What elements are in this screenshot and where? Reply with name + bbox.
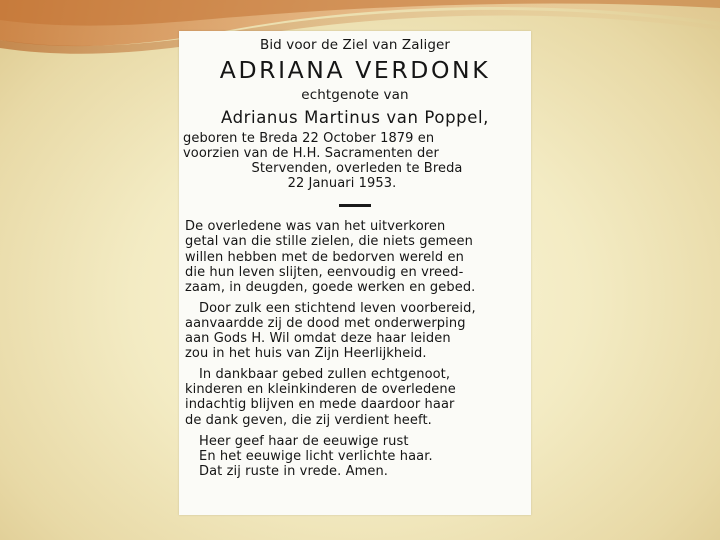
biography bbox=[179, 131, 531, 191]
bio-line: geboren te Breda 22 October 1879 en bbox=[183, 131, 435, 146]
paragraph-1 bbox=[179, 219, 531, 294]
paragraph-line: getal van die stille zielen, die niets gemeen bbox=[185, 234, 473, 250]
spouse-intro: echtgenote van bbox=[301, 87, 409, 103]
paragraph-line: zaam, in deugden, goede werken en gebed. bbox=[185, 279, 476, 295]
paragraph-line: zou in het huis van Zijn Heerlijkheid. bbox=[185, 346, 427, 362]
paragraph-line: de dank geven, die zij verdient heeft. bbox=[185, 412, 432, 428]
bio-line: voorzien van de H.H. Sacramenten der bbox=[183, 146, 439, 162]
divider bbox=[339, 204, 371, 207]
card-header: Bid voor de Ziel van Zaliger bbox=[259, 37, 451, 53]
closing-prayer bbox=[179, 434, 531, 479]
paragraph-line: aanvaardde zij de dood met onderwerping bbox=[185, 315, 466, 331]
spouse-name: Adrianus Martinus van Poppel, bbox=[220, 108, 489, 127]
prayer-line: En het eeuwige licht verlichte haar. bbox=[199, 448, 433, 464]
paragraph-3 bbox=[179, 367, 531, 427]
paragraph-2 bbox=[179, 301, 531, 361]
prayer-line: Dat zij ruste in vrede. Amen. bbox=[199, 463, 389, 479]
paragraph-line: die hun leven slijten, eenvoudig en vreed- bbox=[185, 264, 464, 280]
paragraph-line: In dankbaar gebed zullen echtgenoot, bbox=[199, 367, 451, 383]
deceased-name: ADRIANA VERDONK bbox=[219, 56, 491, 84]
paragraph-line: aan Gods H. Wil omdat deze haar leiden bbox=[185, 331, 451, 347]
paragraph-line: Door zulk een stichtend leven voorbereid, bbox=[199, 300, 476, 316]
paragraph-line: kinderen en kleinkinderen de overledene bbox=[185, 382, 456, 398]
paragraph-line: indachtig blijven en mede daardoor haar bbox=[185, 397, 455, 413]
memorial-card bbox=[179, 31, 531, 515]
paragraph-line: willen hebben met de bedorven wereld en bbox=[185, 249, 464, 265]
bio-line: 22 Januari 1953. bbox=[287, 176, 397, 192]
bio-line: Stervenden, overleden te Breda bbox=[251, 161, 463, 177]
prayer-line: Heer geef haar de eeuwige rust bbox=[199, 433, 409, 449]
paragraph-line: De overledene was van het uitverkoren bbox=[185, 219, 446, 235]
